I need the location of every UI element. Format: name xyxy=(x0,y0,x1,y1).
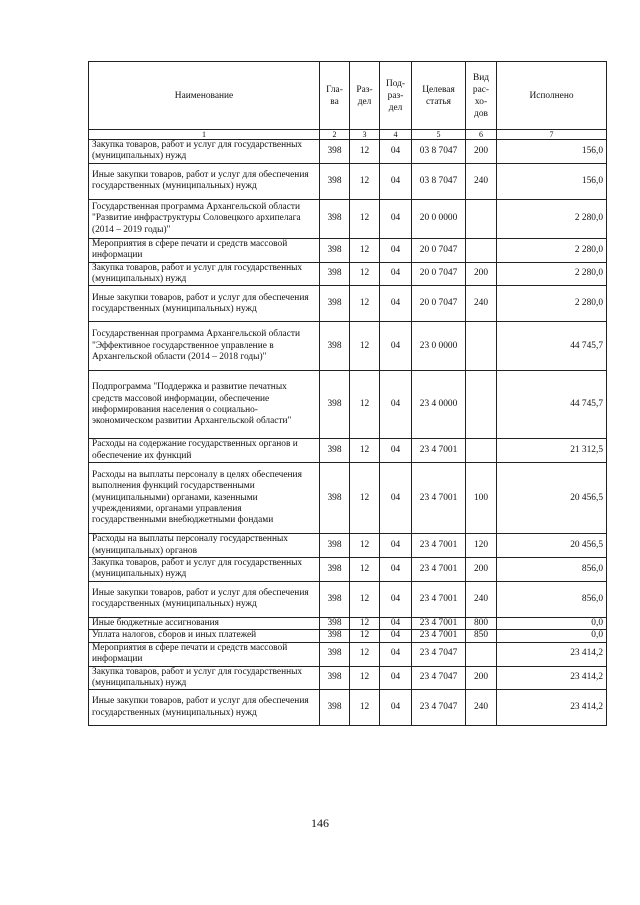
column-number: 2 xyxy=(320,130,350,140)
cell-name: Иные закупки товаров, работ и услуг для обеспечения государственных (муниципальных) нужд xyxy=(89,690,320,726)
cell-glava: 398 xyxy=(320,617,350,629)
cell-glava: 398 xyxy=(320,199,350,238)
cell-target-article: 03 8 7047 xyxy=(412,140,466,164)
cell-razdel: 12 xyxy=(350,642,380,666)
cell-name: Уплата налогов, сборов и иных платежей xyxy=(89,630,320,642)
cell-executed: 2 280,0 xyxy=(497,286,607,322)
table-row xyxy=(89,371,607,439)
cell-name: Мероприятия в сфере печати и средств массовой информации xyxy=(89,642,320,666)
cell-target-article: 23 4 7001 xyxy=(412,617,466,629)
cell-target-article: 23 4 7047 xyxy=(412,690,466,726)
table-row xyxy=(89,558,607,582)
cell-target-article: 23 4 7001 xyxy=(412,581,466,617)
cell-glava: 398 xyxy=(320,690,350,726)
column-number: 6 xyxy=(466,130,497,140)
column-number: 3 xyxy=(350,130,380,140)
cell-razdel: 12 xyxy=(350,558,380,582)
cell-podrazdel: 04 xyxy=(380,163,412,199)
cell-name: Иные закупки товаров, работ и услуг для обеспечения государственных (муниципальных) нужд xyxy=(89,286,320,322)
cell-expense-type xyxy=(466,199,497,238)
table-row xyxy=(89,617,607,629)
cell-podrazdel: 04 xyxy=(380,238,412,262)
cell-expense-type: 100 xyxy=(466,463,497,534)
cell-podrazdel: 04 xyxy=(380,690,412,726)
cell-glava: 398 xyxy=(320,463,350,534)
column-number: 4 xyxy=(380,130,412,140)
cell-executed: 44 745,7 xyxy=(497,371,607,439)
cell-glava: 398 xyxy=(320,666,350,690)
cell-glava: 398 xyxy=(320,534,350,558)
cell-glava: 398 xyxy=(320,558,350,582)
page-number: 146 xyxy=(311,816,329,830)
cell-name: Закупка товаров, работ и услуг для государственных (муниципальных) нужд xyxy=(89,666,320,690)
cell-target-article: 23 4 7047 xyxy=(412,666,466,690)
cell-razdel: 12 xyxy=(350,286,380,322)
cell-expense-type xyxy=(466,439,497,463)
table-row xyxy=(89,199,607,238)
cell-target-article: 23 0 0000 xyxy=(412,322,466,371)
cell-razdel: 12 xyxy=(350,463,380,534)
cell-podrazdel: 04 xyxy=(380,199,412,238)
cell-razdel: 12 xyxy=(350,581,380,617)
cell-name: Иные бюджетные ассигнования xyxy=(89,617,320,629)
cell-name: Расходы на выплаты персоналу в целях обеспечения выполнения функций государственными (муниципальными) органами, казенными учреждениями, органами управления государственными внебюджетными фондами xyxy=(89,463,320,534)
cell-glava: 398 xyxy=(320,238,350,262)
cell-podrazdel: 04 xyxy=(380,463,412,534)
column-number: 1 xyxy=(89,130,320,140)
cell-name: Иные закупки товаров, работ и услуг для обеспечения государственных (муниципальных) нужд xyxy=(89,163,320,199)
cell-executed: 23 414,2 xyxy=(497,642,607,666)
cell-glava: 398 xyxy=(320,322,350,371)
column-number-row xyxy=(89,130,607,140)
cell-target-article: 23 4 7047 xyxy=(412,642,466,666)
table-row xyxy=(89,581,607,617)
cell-executed: 156,0 xyxy=(497,140,607,164)
cell-executed: 44 745,7 xyxy=(497,322,607,371)
cell-expense-type: 240 xyxy=(466,286,497,322)
table-row xyxy=(89,463,607,534)
cell-executed: 2 280,0 xyxy=(497,262,607,286)
header-row xyxy=(89,62,607,130)
cell-target-article: 20 0 7047 xyxy=(412,262,466,286)
cell-razdel: 12 xyxy=(350,630,380,642)
cell-razdel: 12 xyxy=(350,690,380,726)
cell-podrazdel: 04 xyxy=(380,439,412,463)
cell-executed: 0,0 xyxy=(497,630,607,642)
cell-executed: 20 456,5 xyxy=(497,463,607,534)
cell-podrazdel: 04 xyxy=(380,558,412,582)
table-row xyxy=(89,322,607,371)
table-row xyxy=(89,690,607,726)
table-row xyxy=(89,262,607,286)
cell-razdel: 12 xyxy=(350,140,380,164)
cell-glava: 398 xyxy=(320,581,350,617)
cell-name: Расходы на выплаты персоналу государственных (муниципальных) органов xyxy=(89,534,320,558)
cell-podrazdel: 04 xyxy=(380,581,412,617)
cell-target-article: 20 0 7047 xyxy=(412,238,466,262)
cell-podrazdel: 04 xyxy=(380,630,412,642)
cell-executed: 2 280,0 xyxy=(497,199,607,238)
cell-podrazdel: 04 xyxy=(380,617,412,629)
cell-executed: 23 414,2 xyxy=(497,690,607,726)
cell-podrazdel: 04 xyxy=(380,262,412,286)
cell-target-article: 23 4 7001 xyxy=(412,630,466,642)
cell-name: Государственная программа Архангельской области "Эффективное государственное управление в Архангельской области (2014 – 2018 годы)" xyxy=(89,322,320,371)
cell-name: Иные закупки товаров, работ и услуг для обеспечения государственных (муниципальных) нужд xyxy=(89,581,320,617)
table-row xyxy=(89,666,607,690)
cell-executed: 0,0 xyxy=(497,617,607,629)
cell-podrazdel: 04 xyxy=(380,642,412,666)
cell-podrazdel: 04 xyxy=(380,322,412,371)
cell-glava: 398 xyxy=(320,439,350,463)
cell-razdel: 12 xyxy=(350,163,380,199)
cell-target-article: 20 0 7047 xyxy=(412,286,466,322)
cell-target-article: 20 0 0000 xyxy=(412,199,466,238)
header-executed: Исполнено xyxy=(497,62,607,130)
cell-expense-type: 800 xyxy=(466,617,497,629)
header-glava: Гла- ва xyxy=(320,62,350,130)
cell-razdel: 12 xyxy=(350,322,380,371)
cell-glava: 398 xyxy=(320,140,350,164)
cell-razdel: 12 xyxy=(350,666,380,690)
cell-expense-type: 200 xyxy=(466,666,497,690)
cell-razdel: 12 xyxy=(350,617,380,629)
table-row xyxy=(89,286,607,322)
column-number: 7 xyxy=(497,130,607,140)
table-row xyxy=(89,630,607,642)
cell-podrazdel: 04 xyxy=(380,286,412,322)
cell-expense-type: 240 xyxy=(466,163,497,199)
cell-glava: 398 xyxy=(320,163,350,199)
table-row xyxy=(89,534,607,558)
cell-name: Закупка товаров, работ и услуг для государственных (муниципальных) нужд xyxy=(89,262,320,286)
cell-glava: 398 xyxy=(320,630,350,642)
cell-glava: 398 xyxy=(320,642,350,666)
cell-razdel: 12 xyxy=(350,262,380,286)
cell-expense-type xyxy=(466,238,497,262)
cell-executed: 856,0 xyxy=(497,581,607,617)
cell-glava: 398 xyxy=(320,262,350,286)
cell-target-article: 23 4 7001 xyxy=(412,558,466,582)
cell-razdel: 12 xyxy=(350,371,380,439)
budget-table xyxy=(88,61,607,726)
cell-executed: 2 280,0 xyxy=(497,238,607,262)
cell-expense-type: 850 xyxy=(466,630,497,642)
cell-executed: 20 456,5 xyxy=(497,534,607,558)
cell-executed: 23 414,2 xyxy=(497,666,607,690)
cell-expense-type: 120 xyxy=(466,534,497,558)
cell-podrazdel: 04 xyxy=(380,371,412,439)
cell-name: Мероприятия в сфере печати и средств массовой информации xyxy=(89,238,320,262)
cell-name: Закупка товаров, работ и услуг для государственных (муниципальных) нужд xyxy=(89,558,320,582)
header-razdel: Раз- дел xyxy=(350,62,380,130)
cell-name: Государственная программа Архангельской области "Развитие инфраструктуры Соловецкого архипелага (2014 – 2019 годы)" xyxy=(89,199,320,238)
cell-podrazdel: 04 xyxy=(380,666,412,690)
cell-podrazdel: 04 xyxy=(380,140,412,164)
cell-name: Расходы на содержание государственных органов и обеспечение их функций xyxy=(89,439,320,463)
table-row xyxy=(89,140,607,164)
cell-target-article: 23 4 7001 xyxy=(412,463,466,534)
cell-expense-type: 200 xyxy=(466,140,497,164)
table-row xyxy=(89,238,607,262)
cell-expense-type: 200 xyxy=(466,262,497,286)
cell-razdel: 12 xyxy=(350,534,380,558)
cell-expense-type: 240 xyxy=(466,690,497,726)
cell-target-article: 23 4 0000 xyxy=(412,371,466,439)
table-body xyxy=(89,140,607,726)
cell-target-article: 23 4 7001 xyxy=(412,439,466,463)
cell-expense-type xyxy=(466,322,497,371)
cell-razdel: 12 xyxy=(350,238,380,262)
header-expense-type: Вид рас- хо- дов xyxy=(466,62,497,130)
cell-expense-type: 240 xyxy=(466,581,497,617)
cell-razdel: 12 xyxy=(350,199,380,238)
cell-podrazdel: 04 xyxy=(380,534,412,558)
cell-target-article: 23 4 7001 xyxy=(412,534,466,558)
header-name: Наименование xyxy=(89,62,320,130)
table-row xyxy=(89,439,607,463)
cell-executed: 156,0 xyxy=(497,163,607,199)
table-row xyxy=(89,163,607,199)
header-podrazdel: Под- раз- дел xyxy=(380,62,412,130)
column-number: 5 xyxy=(412,130,466,140)
cell-glava: 398 xyxy=(320,371,350,439)
cell-glava: 398 xyxy=(320,286,350,322)
cell-expense-type xyxy=(466,371,497,439)
cell-razdel: 12 xyxy=(350,439,380,463)
table-row xyxy=(89,642,607,666)
cell-executed: 21 312,5 xyxy=(497,439,607,463)
cell-name: Подпрограмма "Поддержка и развитие печатных средств массовой информации, обеспечение информирования населения о социально-экономическом развитии Архангельской области" xyxy=(89,371,320,439)
cell-expense-type xyxy=(466,642,497,666)
cell-target-article: 03 8 7047 xyxy=(412,163,466,199)
header-target-article: Целевая статья xyxy=(412,62,466,130)
cell-name: Закупка товаров, работ и услуг для государственных (муниципальных) нужд xyxy=(89,140,320,164)
cell-expense-type: 200 xyxy=(466,558,497,582)
cell-executed: 856,0 xyxy=(497,558,607,582)
